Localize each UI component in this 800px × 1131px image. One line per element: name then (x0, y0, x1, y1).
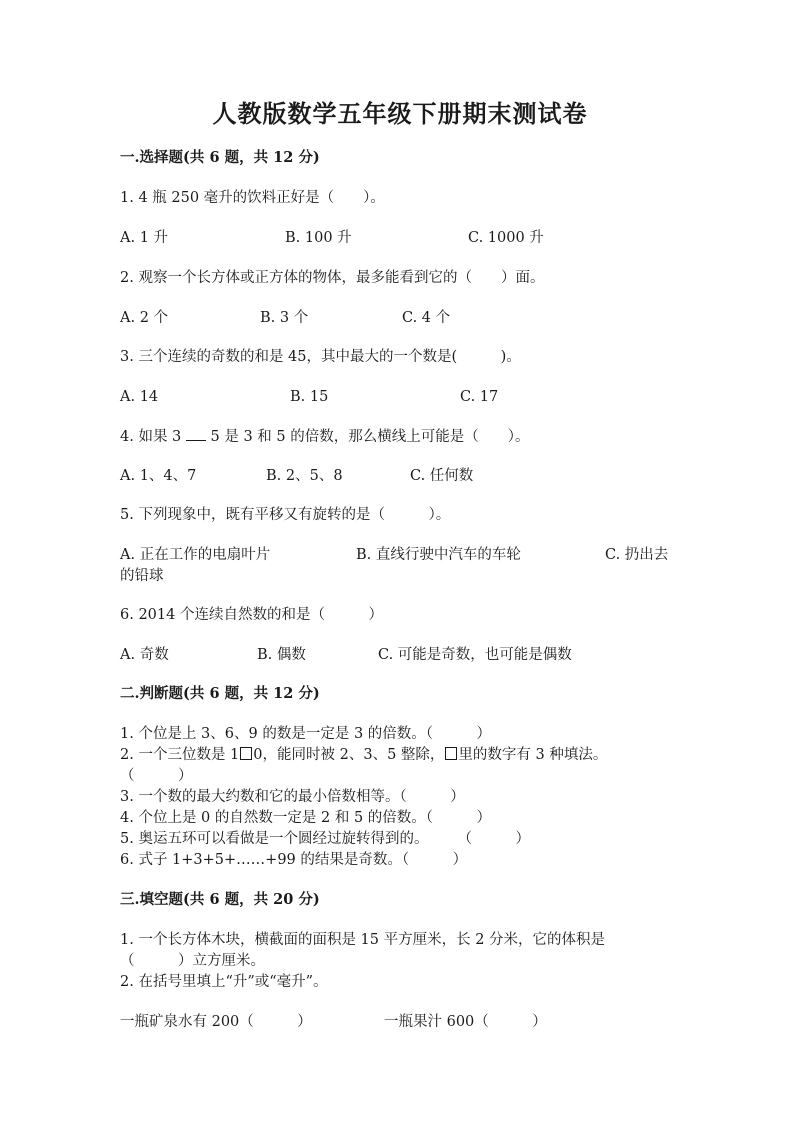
square-box-icon (240, 747, 252, 760)
option-6c: C. 可能是奇数，也可能是偶数 (378, 647, 572, 663)
judge-item-2-answer: （ ） (120, 768, 193, 784)
judge-item-2-part3: 里的数字有 3 种填法。 (458, 747, 608, 763)
square-box-icon (445, 747, 457, 760)
option-3b: B. 15 (290, 389, 329, 405)
fill-item-1: 1. 一个长方体木块，横截面的面积是 15 平方厘米，长 2 分米，它的体积是 (120, 932, 606, 948)
question-6: 6. 2014 个连续自然数的和是（ ） (120, 607, 383, 623)
option-4c: C. 任何数 (410, 468, 474, 484)
option-5a: A. 正在工作的电扇叶片 (120, 547, 271, 563)
section-heading-judge: 二.判断题(共 6 题，共 12 分) (120, 685, 320, 702)
question-1: 1. 4 瓶 250 毫升的饮料正好是（ ）。 (120, 190, 385, 206)
option-1a: A. 1 升 (120, 230, 169, 246)
fill-blank-line (186, 426, 206, 441)
fill-item-1-continued: （ ）立方厘米。 (120, 953, 265, 969)
fill-item-2a: 一瓶矿泉水有 200（ ） (120, 1014, 312, 1030)
question-4-part1: 4. 如果 3 (120, 429, 182, 445)
option-6b: B. 偶数 (257, 647, 306, 663)
question-4 (120, 426, 529, 447)
option-6a: A. 奇数 (120, 647, 169, 663)
judge-item-6: 6. 式子 1+3+5+……+99 的结果是奇数。（ ） (120, 852, 468, 868)
question-5: 5. 下列现象中，既有平移又有旋转的是（ ）。 (120, 507, 451, 523)
question-2: 2. 观察一个长方体或正方体的物体，最多能看到它的（ ）面。 (120, 270, 545, 286)
option-3a: A. 14 (120, 389, 159, 405)
option-2a: A. 2 个 (120, 310, 169, 326)
judge-item-2 (120, 745, 607, 765)
question-3: 3. 三个连续的奇数的和是 45，其中最大的一个数是( )。 (120, 349, 521, 365)
option-2c: C. 4 个 (402, 310, 451, 326)
option-1c: C. 1000 升 (468, 230, 544, 246)
option-1b: B. 100 升 (285, 230, 352, 246)
judge-item-1: 1. 个位是上 3、6、9 的数是一定是 3 的倍数。（ ） (120, 726, 492, 742)
option-3c: C. 17 (460, 389, 499, 405)
option-4a: A. 1、4、7 (120, 468, 197, 484)
judge-item-2-part1: 2. 一个三位数是 1 (120, 747, 240, 763)
judge-item-3: 3. 一个数的最大约数和它的最小倍数相等。（ ） (120, 789, 465, 805)
judge-item-5: 5. 奥运五环可以看做是一个圆经过旋转得到的。 （ ） (120, 831, 530, 847)
option-2b: B. 3 个 (260, 310, 309, 326)
fill-item-2: 2. 在括号里填上“升”或“毫升”。 (120, 974, 328, 990)
option-4b: B. 2、5、8 (266, 468, 343, 484)
question-4-part2: 5 是 3 和 5 的倍数，那么横线上可能是（ ）。 (210, 429, 530, 445)
option-5c-continued: 的铅球 (120, 568, 164, 584)
fill-item-2b: 一瓶果汁 600（ ） (384, 1014, 547, 1030)
judge-item-2-part2: 0，能同时被 2、3、5 整除， (253, 747, 445, 763)
option-5c: C. 扔出去 (605, 547, 669, 563)
page-title: 人教版数学五年级下册期末测试卷 (212, 99, 588, 128)
section-heading-choice: 一.选择题(共 6 题，共 12 分) (120, 149, 320, 166)
judge-item-4: 4. 个位上是 0 的自然数一定是 2 和 5 的倍数。（ ） (120, 810, 492, 826)
section-heading-fill: 三.填空题(共 6 题，共 20 分) (120, 891, 320, 908)
option-5b: B. 直线行驶中汽车的车轮 (356, 547, 521, 563)
